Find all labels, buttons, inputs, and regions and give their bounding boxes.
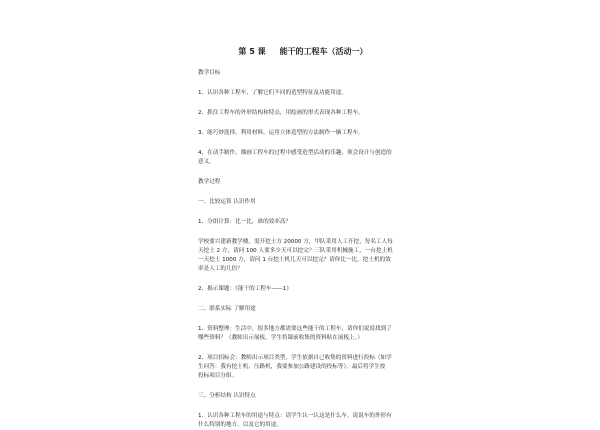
goal-3: 3、能巧妙选择、利用材料，运用立体造型的方法制作一辆工程车。 — [198, 130, 364, 136]
document-page — [198, 46, 408, 430]
step-3-1-line-1: 1、认识各种工程车的用途与特点：请学生认一认这是什么车，说说车的外形有 — [198, 413, 392, 419]
title-name: 能干的工程车（活动一） — [279, 47, 368, 56]
goal-4-line-2: 意义。 — [198, 159, 215, 165]
calc-line-4: 率是人工的几倍？ — [198, 266, 243, 272]
step-2-2-line-3: 投标项目分组。 — [198, 373, 238, 379]
step-1-2: 2、揭示课题：《能干的工程车——1》 — [198, 286, 292, 292]
step-2-2-line-1: 2、项目招标会：教师出示项目类型，学生依据自己收集的资料进行投标（如学 — [198, 355, 392, 361]
section-3-heading: 三、分析结构 认识特点 — [198, 393, 256, 399]
section-2-heading: 二、联系实际 了解用途 — [198, 306, 256, 312]
page-title — [198, 46, 408, 57]
step-2-1-line-1: 1、资料整理：生活中，很多地方都需要这些能干的工程车，请你们说说找到了 — [198, 326, 392, 332]
goal-4-line-1: 4、在动手制作、描画工程车的过程中感受造型活动的乐趣，领会设计与创造的 — [198, 150, 392, 156]
calc-line-3: 一天挖土 1000 方，请问 1 台挖土机几天可以挖完？请你比一比，挖土机的效 — [198, 257, 391, 263]
step-2-1-line-2: 哪些资料？（教师出示展板，学生将课前收集的资料贴在展板上。） — [198, 335, 364, 341]
step-2-2-line-2: 生问答：我有挖土机、压路机，我要参加公路建设的投标等），最后将学生按 — [198, 364, 386, 370]
step-3-1-line-2: 什么特别的地方，以及它的用途。 — [198, 422, 282, 428]
goal-2: 2、抓住工程车的外形结构和特点，用绘画的形式表现各种工程车。 — [198, 110, 364, 116]
goals-heading: 教学目标 — [198, 70, 221, 76]
calc-line-1: 学校要兴建新教学楼，需开挖土方 20000 方，甲队采用人工开挖，每名工人每 — [198, 239, 393, 245]
calc-line-2: 天挖土 2 方，请问 100 人要多少天可以挖完？三队采用机械施工，一台挖土机 — [198, 248, 393, 254]
goal-1: 1、认识各种工程车，了解它们不同的造型特征及功能用途。 — [198, 90, 347, 96]
title-lesson: 第 5 课 — [238, 47, 266, 56]
step-1-1: 1、分组计算：比一比，谁的效率高？ — [198, 219, 292, 225]
process-heading: 教学过程 — [198, 179, 221, 185]
section-1-heading: 一、比较运算 认识作用 — [198, 199, 256, 205]
